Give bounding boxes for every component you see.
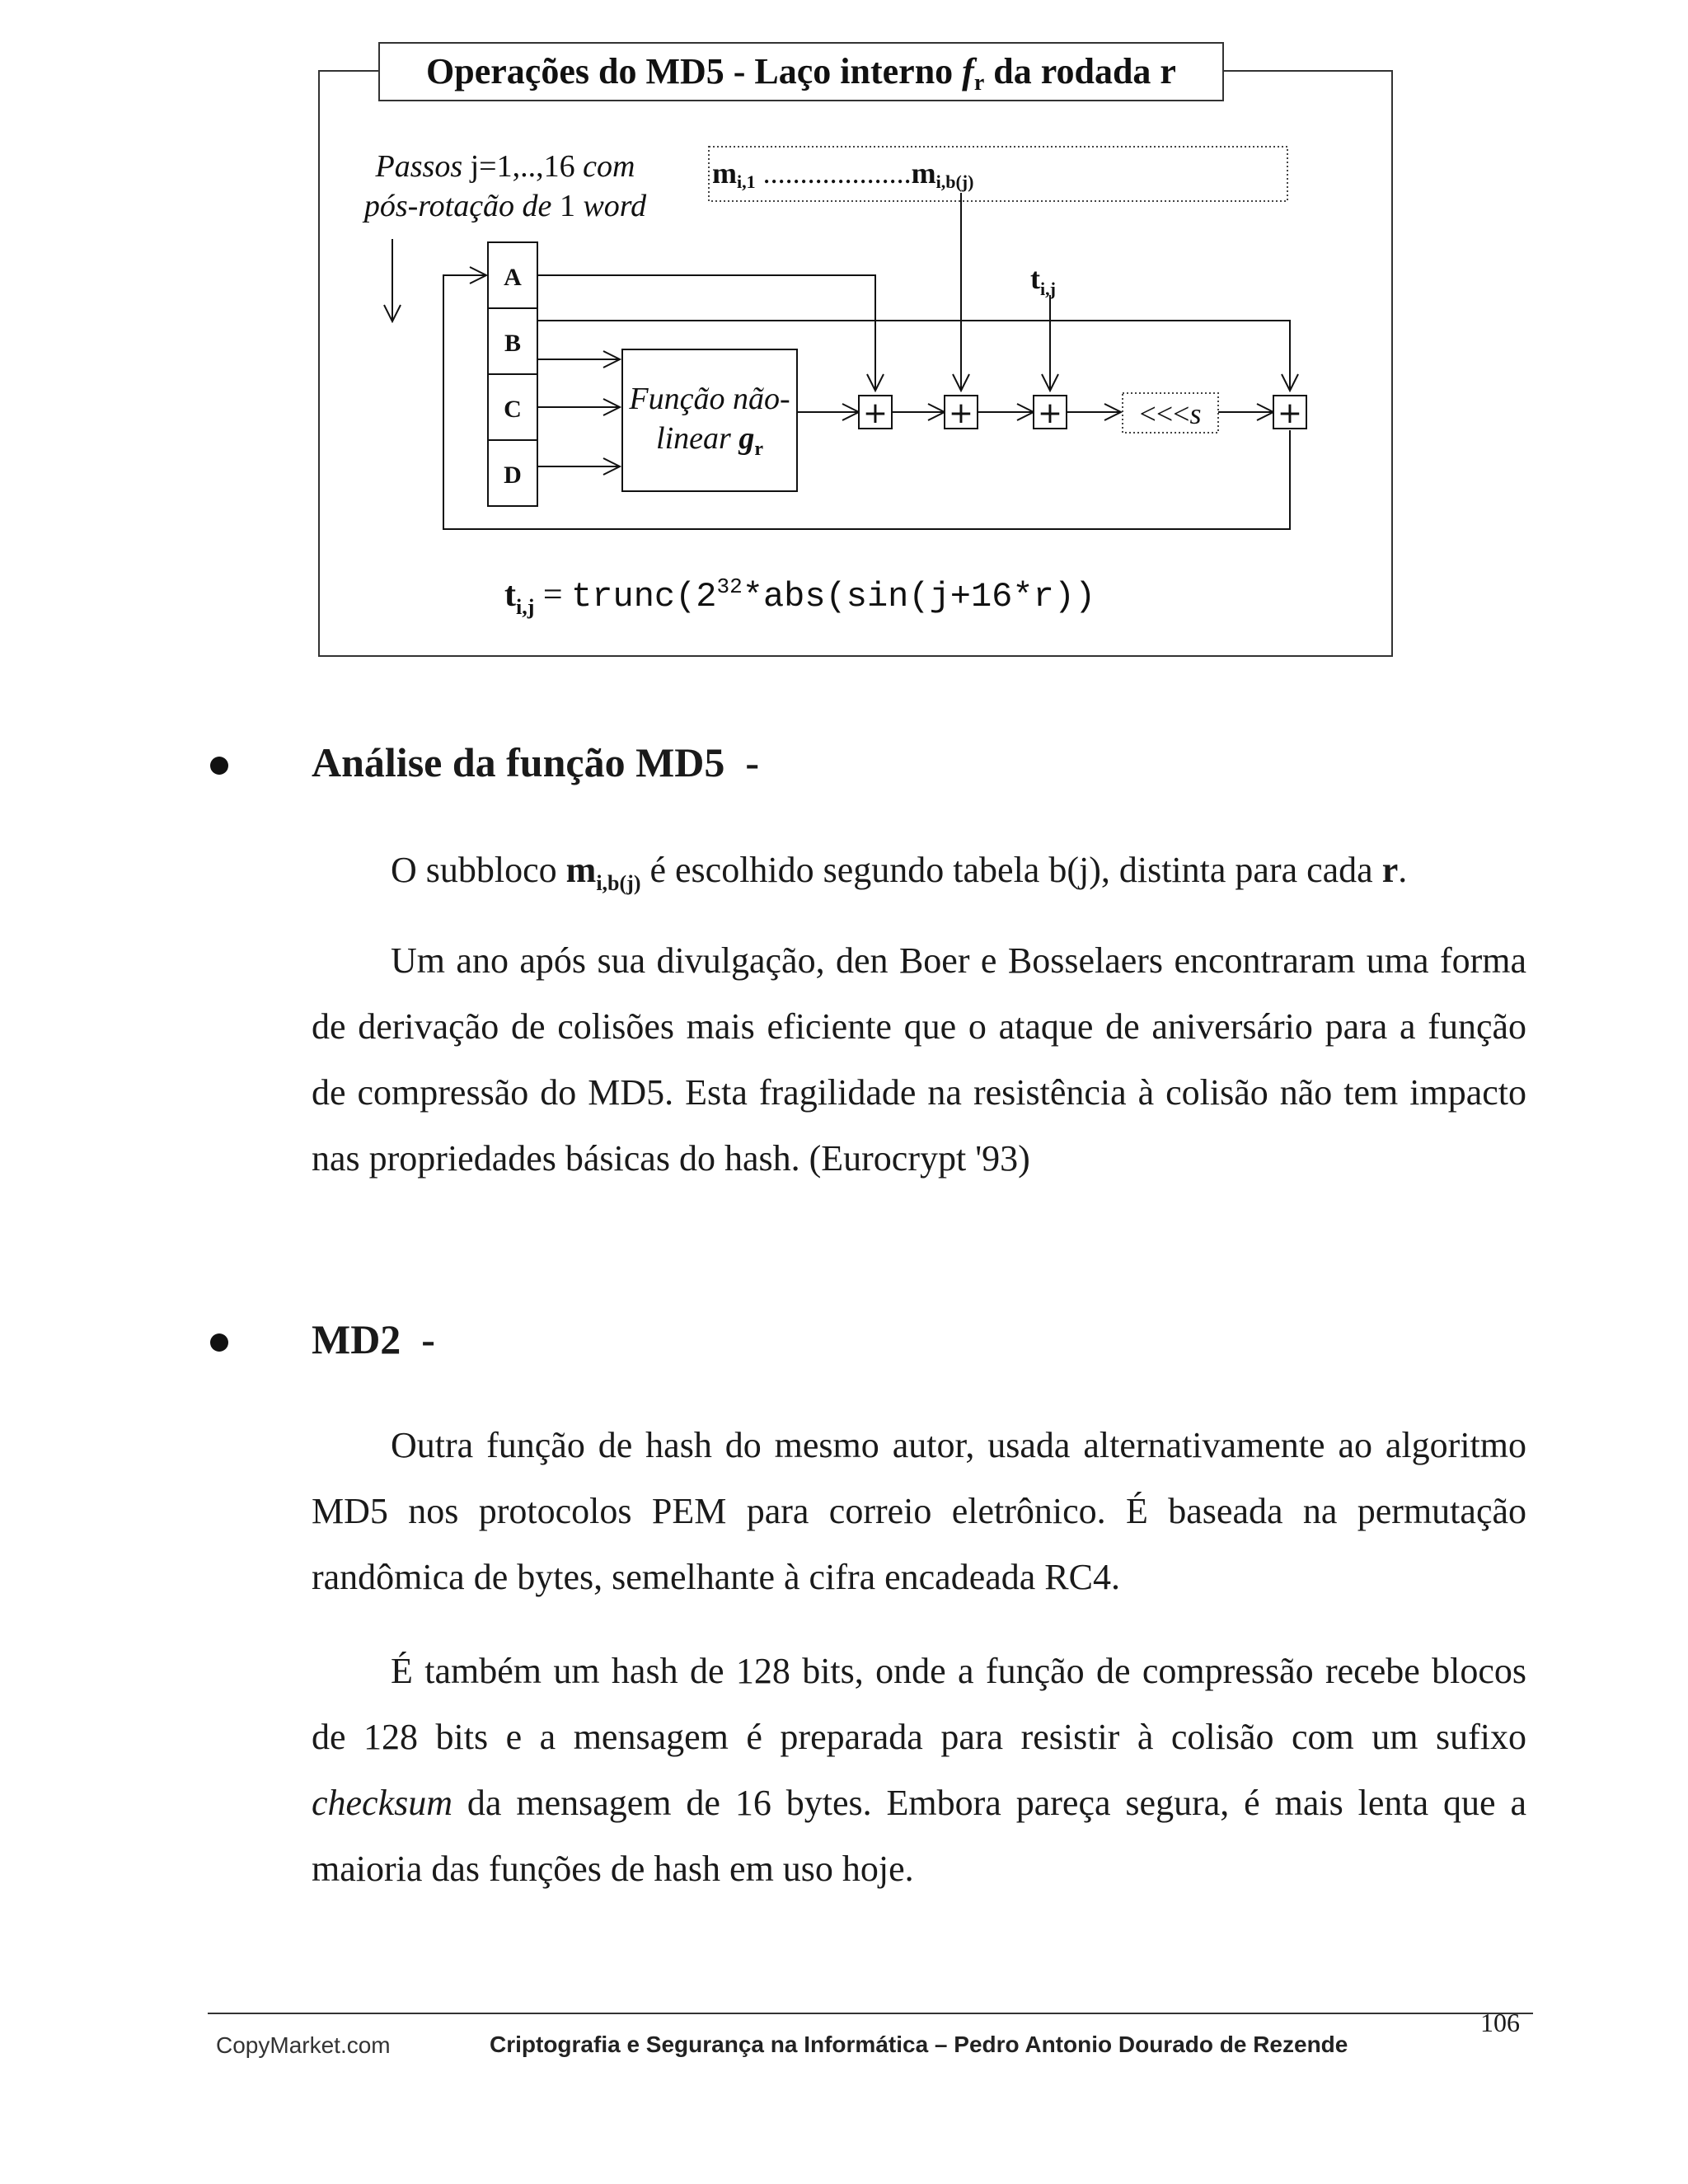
section1-bullet	[210, 757, 228, 775]
adder-4	[1273, 396, 1306, 430]
section1-paragraph1	[391, 849, 1407, 896]
function-label-line1: Função não-	[629, 382, 790, 416]
md5-inner-loop-diagram	[0, 0, 1688, 676]
p1-text-a: O subbloco	[391, 850, 566, 890]
section2-heading: MD2 -	[312, 1316, 435, 1362]
b-to-adder4-line	[537, 321, 1290, 391]
steps-note-line2: pós-rotação de 1 word	[363, 189, 647, 223]
register-stack	[488, 242, 537, 506]
adder-2-symbol: +	[948, 396, 974, 430]
section1-paragraph2: Um ano após sua divulgação, den Boer e Bosselaers encontraram uma forma de derivação de colisões mais eficiente que o ataque de aniversário para a função de compressão do MD5. Esta fragilidade na resistência à colisão não tem impacto nas propriedades básicas do hash. (Eurocrypt '93)	[312, 940, 1526, 1179]
s2p2-text-b: da mensagem de 16 bytes. Embora pareça segura, é mais lenta que a maioria das funções de hash em uso hoje.	[312, 1783, 1526, 1889]
register-c-label: C	[504, 396, 522, 423]
diagram-title: Operações do MD5 - Laço interno fr da rodada r	[426, 51, 1176, 96]
section2-paragraph2	[312, 1638, 1526, 1902]
rotate-label: <<<s	[1139, 397, 1202, 430]
register-a-label: A	[504, 264, 522, 291]
a-to-adder1-line	[537, 275, 875, 391]
message-words-label: mi,1 ....................mi,b(j)	[712, 157, 974, 192]
p1-text-b: é escolhido segundo tabela b(j), distinta para cada	[640, 850, 1382, 890]
p1-m-sub: i,b(j)	[596, 871, 641, 895]
adder-1	[859, 396, 892, 430]
formula: $t_{i,j}$ = $trunc(2^{32}*abs(\sin(j+16*r))$	[504, 574, 1096, 619]
footer-rule	[208, 2013, 1533, 2014]
section2-bullet	[210, 1333, 228, 1352]
steps-note-line1: Passos j=1,..,16 com	[375, 149, 635, 184]
p1-m: m	[565, 850, 597, 890]
section1-heading: Análise da função MD5 -	[312, 739, 760, 785]
register-b-label: B	[504, 330, 522, 357]
s2p2-text-a: É também um hash de 128 bits, onde a função de compressão recebe blocos de 128 bits e a mensagem é preparada para resistir à colisão com um sufixo	[312, 1651, 1526, 1757]
p1-text-c: .	[1398, 850, 1408, 890]
t-ij-label: $t_{i,j}$	[1030, 262, 1056, 299]
adder-3	[1034, 396, 1067, 430]
nonlinear-function-box	[622, 349, 797, 491]
section2-paragraph1: Outra função de hash do mesmo autor, usada alternativamente ao algoritmo MD5 nos protocolos PEM para correio eletrônico. É baseada na permutação randômica de bytes, semelhante à cifra encadeada RC4.	[312, 1425, 1526, 1597]
s2p2-italic: checksum	[312, 1783, 453, 1823]
footer-site: CopyMarket.com	[216, 2032, 391, 2058]
adder-4-symbol: +	[1277, 396, 1303, 430]
register-d-label: D	[504, 462, 522, 489]
footer-book-title: Criptografia e Segurança na Informática – Pedro Antonio Dourado de Rezende	[490, 2032, 1348, 2057]
p1-r: r	[1381, 850, 1399, 890]
adder-3-symbol: +	[1037, 396, 1063, 430]
page-number: 106	[1480, 2008, 1520, 2037]
adder-2	[945, 396, 978, 430]
function-label-line2: linear $g_r$	[656, 421, 763, 460]
adder-1-symbol: +	[862, 396, 889, 430]
